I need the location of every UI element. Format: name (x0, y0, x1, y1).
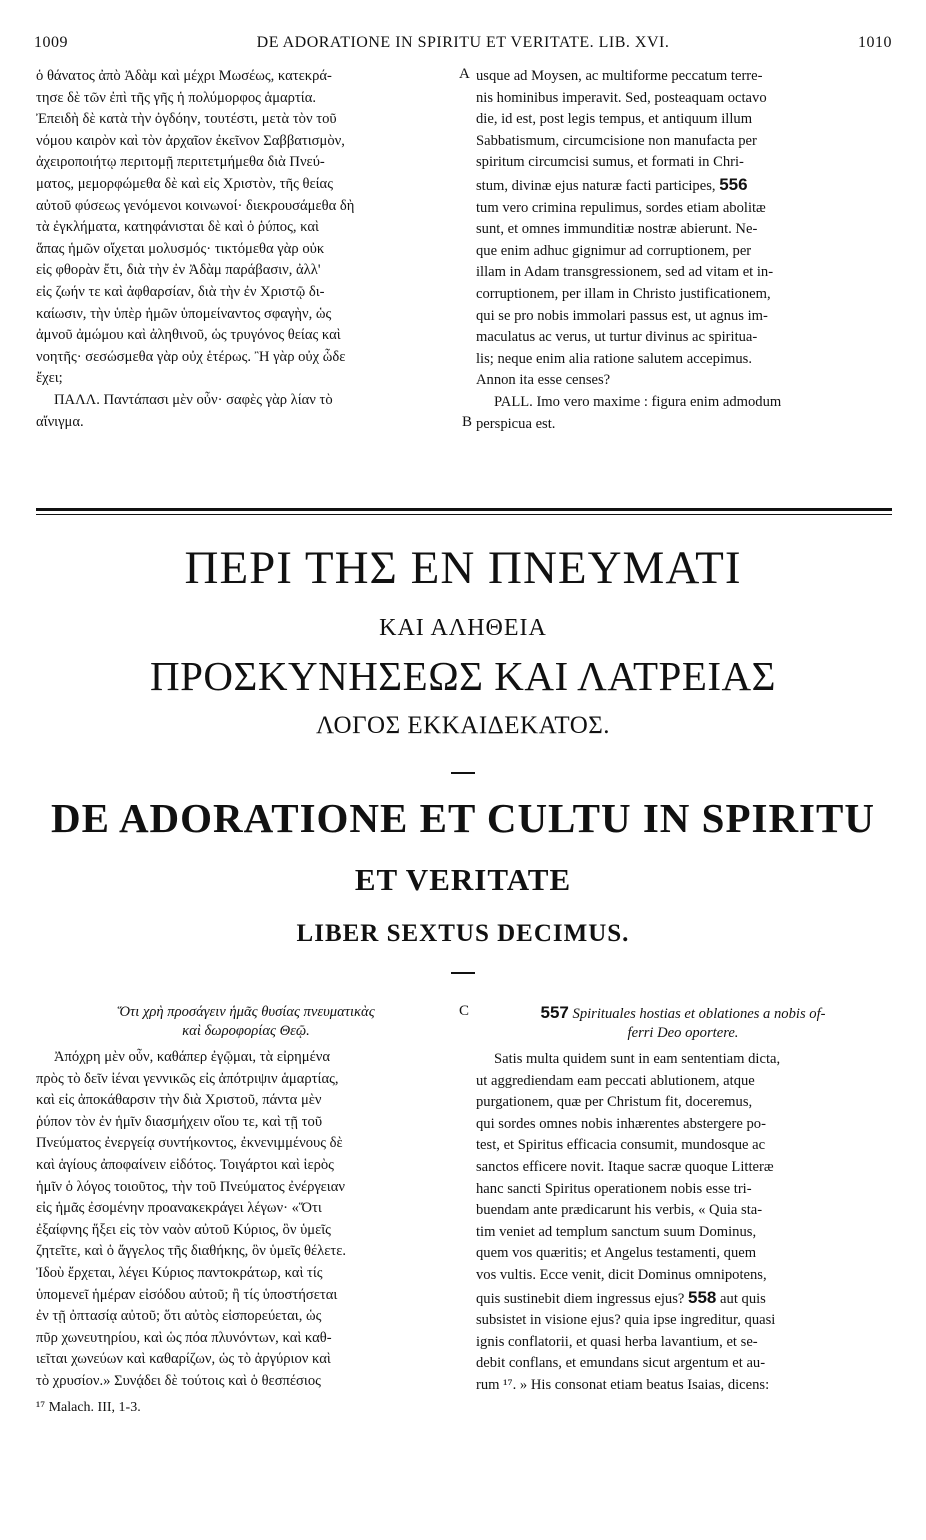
text-line: debit conflans, et emundans sicut argentum et au- (476, 1355, 766, 1372)
text-line (476, 1287, 890, 1311)
text-line: ματος, μεμορφώμεθα δὲ καὶ εἰς Χριστὸν, τῆς θείας (36, 175, 333, 192)
text-line: ἐξαίφνης ἥξει εἰς τὸν ναὸν αὐτοῦ Κύριος, ὃν ὑμεῖς (36, 1221, 331, 1238)
greek-book-number: ΛΟΓΟΣ ΕΚΚΑΙΔΕΚΑΤΟΣ. (315, 712, 611, 739)
text-line: τησε δὲ τῶν ἐπὶ τῆς γῆς ἡ πολύμορφος ἁμαρτία. (36, 89, 317, 106)
text-line: Ὅτι χρὴ προσάγειν ἡμᾶς θυσίας πνευματικὰς (117, 1004, 375, 1020)
greek-paragraph-top (36, 66, 456, 390)
text-line: τὸ χρυσίον.» Συνᾴδει δὲ τούτοις καὶ ὁ θεσπέσιος (36, 1372, 321, 1389)
text-line: die, id est, post legis tempus, et antiquum illum (476, 111, 753, 128)
text-line: νοητῆς· σεσώσμεθα γὰρ οὐχ ἑτέρως. Ἢ γὰρ οὐχ ὧδε (36, 348, 346, 365)
text-line: Sabbatismum, circumcisione non manufacta per (476, 132, 757, 149)
latin-paragraph-bottom (476, 1049, 890, 1397)
text-line: ut aggrediendam eam peccati ablutionem, atque (476, 1072, 755, 1089)
margin-marker-b: B (462, 414, 473, 430)
text-line: ἅπας ἡμῶν οἴχεται μολυσμός· τικτόμεθα γὰρ οὐκ (36, 240, 325, 257)
caption-text: Spirituales hostias et oblationes a nobis of- (572, 1006, 826, 1022)
text-line: ὑπομενεῖ ἡμέραν εἰσόδου αὐτοῦ; ἢ τίς ὑποστήσεται (36, 1286, 338, 1303)
text-line: πρὸς τὸ δεῖν ἰέναι γεννικῶς εἰς ἀπότριψιν ἁμαρτίας, (36, 1070, 339, 1087)
column-number: 557 (540, 1003, 569, 1022)
text-line: ignis conflatorii, et quasi herba lavantium, et se- (476, 1333, 758, 1350)
text-line: purgationem, quæ per Christum fit, doceremus, (476, 1094, 753, 1111)
text-line: ἔχει; (36, 370, 63, 387)
greek-title-line-2: ΚΑΙ ΑΛΗΘΕΙΑ (379, 615, 547, 641)
latin-reply (476, 392, 890, 435)
text-line: PALL. Imo vero maxime : figura enim admodum (494, 393, 782, 410)
text-line: καὶ δωροφορίας Θεῷ. (182, 1023, 310, 1039)
text-line: ἀμνοῦ ἀμώμου καὶ ἀληθινοῦ, ὡς τρυγόνος θείας καὶ (36, 327, 341, 344)
text-line: αὐτοῦ φύσεως γενόμενοι κοινωνοί· διεκρουσάμεθα δὴ (36, 197, 355, 214)
footnote: ¹⁷ Malach. III, 1-3. (36, 1399, 141, 1415)
text-line (476, 174, 890, 198)
greek-reply (36, 390, 456, 433)
latin-section-caption (476, 1003, 890, 1043)
text-line: νόμου καιρὸν καὶ τὸν ἀρχαῖον ἐκεῖνον Σαββατισμὸν, (36, 132, 345, 149)
text-line: qui se pro nobis immolari passus est, ut agnus im- (476, 307, 768, 324)
text-line: subsistet in visione ejus? quia ipse ingreditur, quasi (476, 1312, 776, 1329)
text-line: sunt, et omnes immunditiæ nostræ abierunt. Ne- (476, 221, 758, 238)
text-line: maculatus ac verus, ut turtur divinus ac spiritua- (476, 329, 758, 346)
text-line: εἰς φθορὰν ἔτι, διὰ τὴν ἐν Ἀδὰμ παράβασιν, ἀλλ' (36, 262, 321, 279)
text-line: ferri Deo oportere. (627, 1025, 739, 1041)
greek-title-line-3: ΠΡΟΣΚΥΝΗΣΕΩΣ ΚΑΙ ΛΑΤΡΕΙΑΣ (149, 653, 777, 699)
text-line: αἴνιγμα. (36, 413, 84, 430)
text-line: vos vultis. Ecce venit, dicit Dominus omnipotens, (476, 1266, 767, 1283)
text-line: tim veniet ad templum sanctum suum Dominus, (476, 1223, 757, 1240)
text-line: Ἀπόχρη μὲν οὖν, καθάπερ ἐγῷμαι, τὰ εἰρημένα (54, 1049, 330, 1065)
text-line: usque ad Moysen, ac multiforme peccatum terre- (476, 68, 763, 84)
greek-section-caption (36, 1003, 456, 1041)
text-line: nis hominibus imperavit. Sed, posteaquam octavo (476, 89, 767, 106)
page-number-left: 1009 (34, 34, 68, 51)
text-line: spiritum circumcisi sumus, et formati in Chri- (476, 154, 744, 171)
latin-title-line-1: DE ADORATIONE ET CULTU IN SPIRITU (51, 795, 875, 841)
text-line: Satis multa quidem sunt in eam sententiam dicta, (494, 1051, 781, 1067)
text-line: hanc sancti Spiritus operationem nobis esse tri- (476, 1180, 752, 1197)
greek-paragraph-bottom (36, 1047, 456, 1393)
text-line: test, et Spiritus efficacia consumit, mundosque ac (476, 1137, 766, 1154)
margin-marker-a: A (459, 66, 470, 82)
text-line: qui sordes omnes nobis inhærentes abstergere po- (476, 1115, 766, 1132)
text-line: καίωσιν, τὴν ὑπὲρ ἡμῶν ὑπομείναντος σφαγὴν, ὡς (36, 305, 332, 322)
text-line: ιεῖται χωνεύων καὶ καθαρίζων, ὡς τὸ ἀργύριον καὶ (36, 1351, 331, 1368)
text-line: καὶ ἁγίους ἀποφαίνειν εἰδότος. Τοιγάρτοι καὶ ἱερὸς (36, 1156, 334, 1173)
text-line (476, 1003, 890, 1024)
text-line: καὶ εἰς ἀποκάθαρσιν τὴν διὰ Χριστοῦ, πάντα μὲν (36, 1092, 322, 1109)
speaker-label: ΠΑΛΛ. (54, 391, 100, 408)
text-line: lis; neque enim alia ratione salutem accepimus. (476, 350, 752, 367)
latin-book-number: LIBER SEXTUS DECIMUS. (296, 920, 630, 947)
text-line: ἡμῖν ὁ λόγος τοιοῦτος, τὴν τοῦ Πνεύματος ἐνέργειαν (36, 1178, 345, 1195)
page-number-right: 1010 (858, 34, 892, 51)
text-line: Ἐπειδὴ δὲ κατὰ τὴν ὀγδόην, τουτέστι, μετὰ τὸν τοῦ (36, 111, 337, 128)
text-line: Annon ita esse censes? (476, 372, 611, 389)
text-line: ζητεῖτε, καὶ ὁ ἄγγελος τῆς διαθήκης, ὃν ὑμεῖς θέλετε. (36, 1243, 347, 1260)
section-divider-thick (36, 508, 892, 511)
greek-column-bottom (36, 1003, 456, 1418)
running-title: DE ADORATIONE IN SPIRITU ET VERITATE. LIB. XVI. (256, 34, 670, 51)
latin-column-top (476, 66, 890, 435)
text-line: ἐν τῇ ὀπτασίᾳ αὐτοῦ; ὅτι αὐτὸς εἰσπορεύεται, ὡς (36, 1308, 322, 1325)
greek-title-line-1: ΠΕΡΙ ΤΗΣ ΕΝ ΠΝΕΥΜΑΤΙ (184, 542, 742, 594)
text-line: sanctos efficere novit. Itaque sacræ quoque Litteræ (476, 1158, 774, 1175)
text-line: εἰς ζωήν τε καὶ ἀφθαρσίαν, διὰ τὴν ἐν Χριστῷ δι- (36, 283, 325, 300)
latin-paragraph-top (476, 66, 890, 392)
section-divider-thin (36, 514, 892, 515)
latin-title-line-2: ET VERITATE (354, 862, 572, 897)
text-line: perspicua est. (476, 415, 556, 432)
reply-text: Παντάπασι μὲν οὖν· σαφὲς γὰρ λίαν τὸ (103, 391, 333, 408)
text-line: rum ¹⁷. » His consonat etiam beatus Isaias, dicens: (476, 1376, 770, 1393)
text-line: εἰς ἡμᾶς ἐσομένην προανακεκράγει λέγων· «Ὅτι (36, 1200, 322, 1217)
text-line: illam in Adam transgressionem, sed ad vitam et in- (476, 264, 774, 281)
text-line: τὰ ἐγκλήματα, κατηφάνισται δὲ καὶ ὁ ῥύπος, καὶ (36, 219, 319, 236)
greek-column-top (36, 66, 456, 433)
text-line: corruptionem, per illam in Christo justificationem, (476, 285, 771, 302)
title-dash-divider (451, 772, 475, 774)
text-line (36, 390, 456, 412)
text-line: quem vos quæritis; et Angelus testamenti, quem (476, 1245, 757, 1262)
column-number: 556 (719, 174, 748, 194)
text-line: πῦρ χωνευτηρίου, καὶ ὡς πόα πλυνόντων, καὶ καθ- (36, 1329, 332, 1346)
text-line: buendam ante prædicarunt his verbis, « Quia sta- (476, 1202, 763, 1219)
text-line: Ἰδοὺ ἔρχεται, λέγει Κύριος παντοκράτωρ, καὶ τίς (36, 1264, 323, 1281)
text-line: que enim adhuc gignimur ad corruptionem, per (476, 242, 752, 259)
text-line: ῥύπον τὸν ἐν ἡμῖν διασμήχειν οἵου τε, καὶ τῇ τοῦ (36, 1113, 323, 1130)
latin-column-bottom (476, 1003, 890, 1397)
text-span: stum, divinæ ejus naturæ facti participes, (476, 177, 716, 194)
text-span: aut quis (720, 1290, 766, 1307)
text-line: tum vero crimina repulimus, sordes etiam abolitæ (476, 199, 766, 216)
column-number: 558 (688, 1287, 717, 1307)
running-header (34, 34, 892, 56)
text-line: Πνεύματος ἐνεργείᾳ συντήκοντος, ἐκνενιμμένους δὲ (36, 1135, 343, 1152)
title-dash-divider (451, 972, 475, 974)
text-line: ἀχειροποιήτῳ περιτομῇ περιτετμήμεθα διὰ Πνεύ- (36, 154, 325, 171)
text-line: ὁ θάνατος ἀπὸ Ἀδὰμ καὶ μέχρι Μωσέως, κατεκρά- (36, 68, 332, 84)
margin-marker-c: C (459, 1003, 470, 1019)
text-span: quis sustinebit diem ingressus ejus? (476, 1290, 685, 1307)
